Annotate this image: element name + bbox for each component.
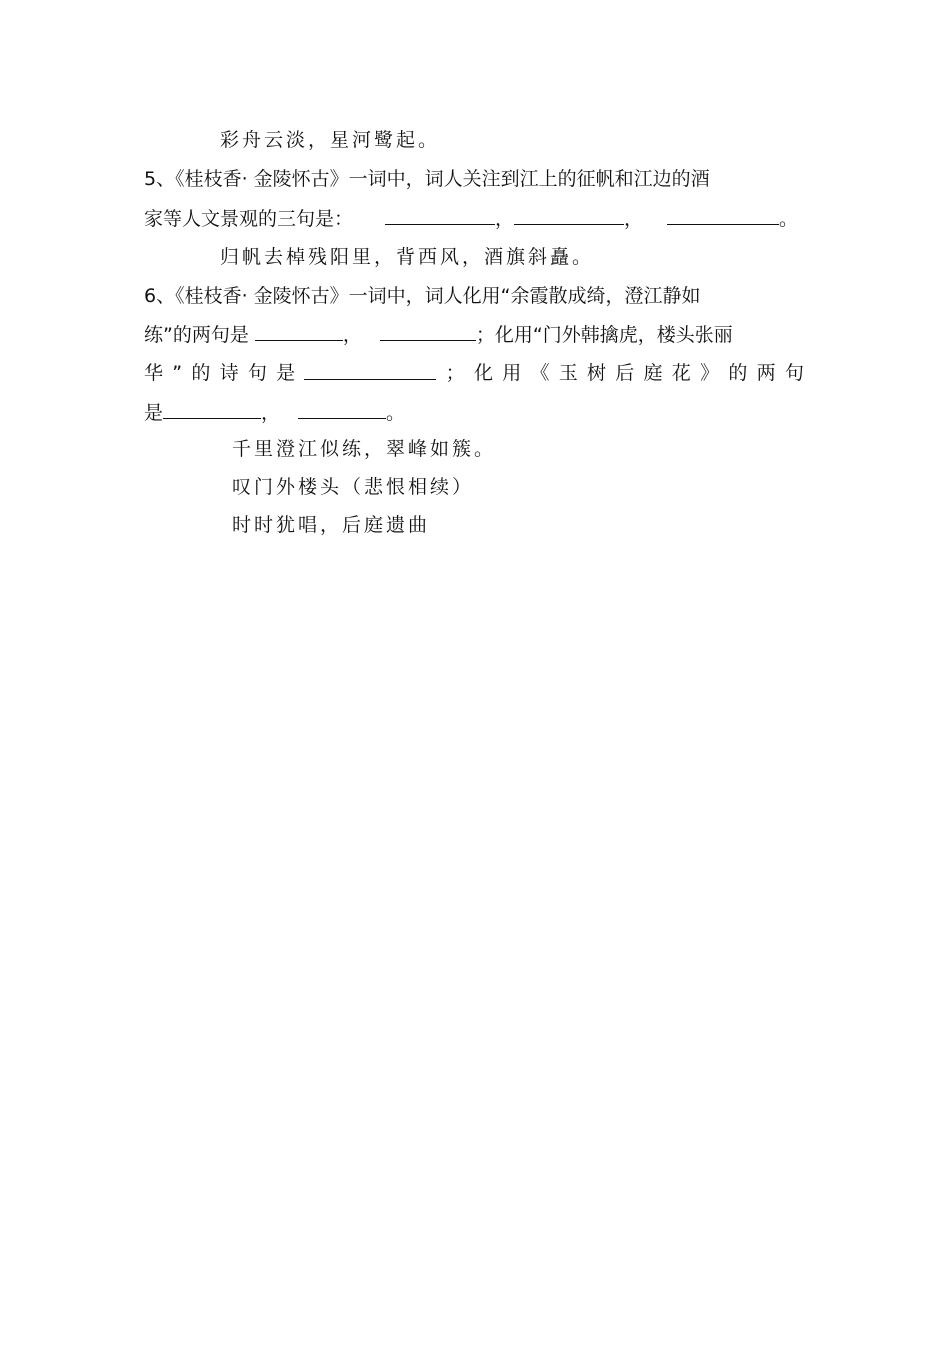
text-token: 用 <box>502 362 522 384</box>
question-6-line-4-prefix: 是 <box>144 402 164 424</box>
question-5-line-1: 5、《桂枝香· 金陵怀古》一词中，词人关注到江上的征帆和江边的酒 <box>144 168 710 190</box>
text-token: 化 <box>473 362 493 384</box>
answer-line-5: 归帆去棹残阳里，背西风，酒旗斜矗。 <box>220 246 595 268</box>
blank-6-4[interactable] <box>163 400 261 419</box>
text-token: 《 <box>530 362 550 384</box>
text-token: 句 <box>247 362 267 384</box>
text-token: 的 <box>728 362 748 384</box>
blank-5-2[interactable] <box>514 206 624 225</box>
text-token: 诗 <box>219 362 239 384</box>
text-token: 句 <box>784 362 804 384</box>
text-token: 树 <box>587 362 607 384</box>
separator: ； <box>445 362 465 384</box>
separator: ， <box>624 208 644 230</box>
separator: ， <box>261 402 281 424</box>
text-token: 华 <box>144 362 164 384</box>
question-6-line-3 <box>144 361 804 385</box>
answer-line-4: 彩舟云淡，星河鹭起。 <box>220 129 441 151</box>
text-token: 的 <box>191 362 211 384</box>
answer-line-6-1: 千里澄江似练，翠峰如簇。 <box>232 438 497 460</box>
text-token: 玉 <box>558 362 578 384</box>
text-token: 花 <box>671 362 691 384</box>
blank-6-2[interactable] <box>380 322 476 341</box>
question-6-line-2-suffix: ；化用“门外韩擒虎，楼头张丽 <box>475 324 733 346</box>
blank-5-3[interactable] <box>667 206 779 225</box>
question-6-line-4 <box>144 400 405 424</box>
end-mark: 。 <box>386 402 406 424</box>
text-token: 是 <box>276 362 296 384</box>
text-token: 两 <box>756 362 776 384</box>
blank-6-5[interactable] <box>298 400 386 419</box>
separator: ， <box>495 208 515 230</box>
question-6-prefix: 练”的两句是 <box>144 324 249 346</box>
question-5-line-2 <box>144 206 798 230</box>
blank-5-1[interactable] <box>385 206 495 225</box>
blank-6-1[interactable] <box>255 322 343 341</box>
answer-line-6-2: 叹门外楼头（悲恨相续） <box>232 476 475 498</box>
text-token: 》 <box>700 362 720 384</box>
blank-6-3[interactable] <box>304 361 436 380</box>
text-token: 后 <box>615 362 635 384</box>
answer-line-6-3: 时时犹唱，后庭遗曲 <box>232 514 431 536</box>
question-5-prefix: 家等人文景观的三句是： <box>144 208 354 230</box>
text-token: ” <box>172 362 183 384</box>
question-6-line-1: 6、《桂枝香· 金陵怀古》一词中，词人化用“余霞散成绮，澄江静如 <box>144 285 701 307</box>
text-token: 庭 <box>643 362 663 384</box>
end-mark: 。 <box>779 208 799 230</box>
question-6-line-2 <box>144 322 733 346</box>
separator: ， <box>342 324 362 346</box>
